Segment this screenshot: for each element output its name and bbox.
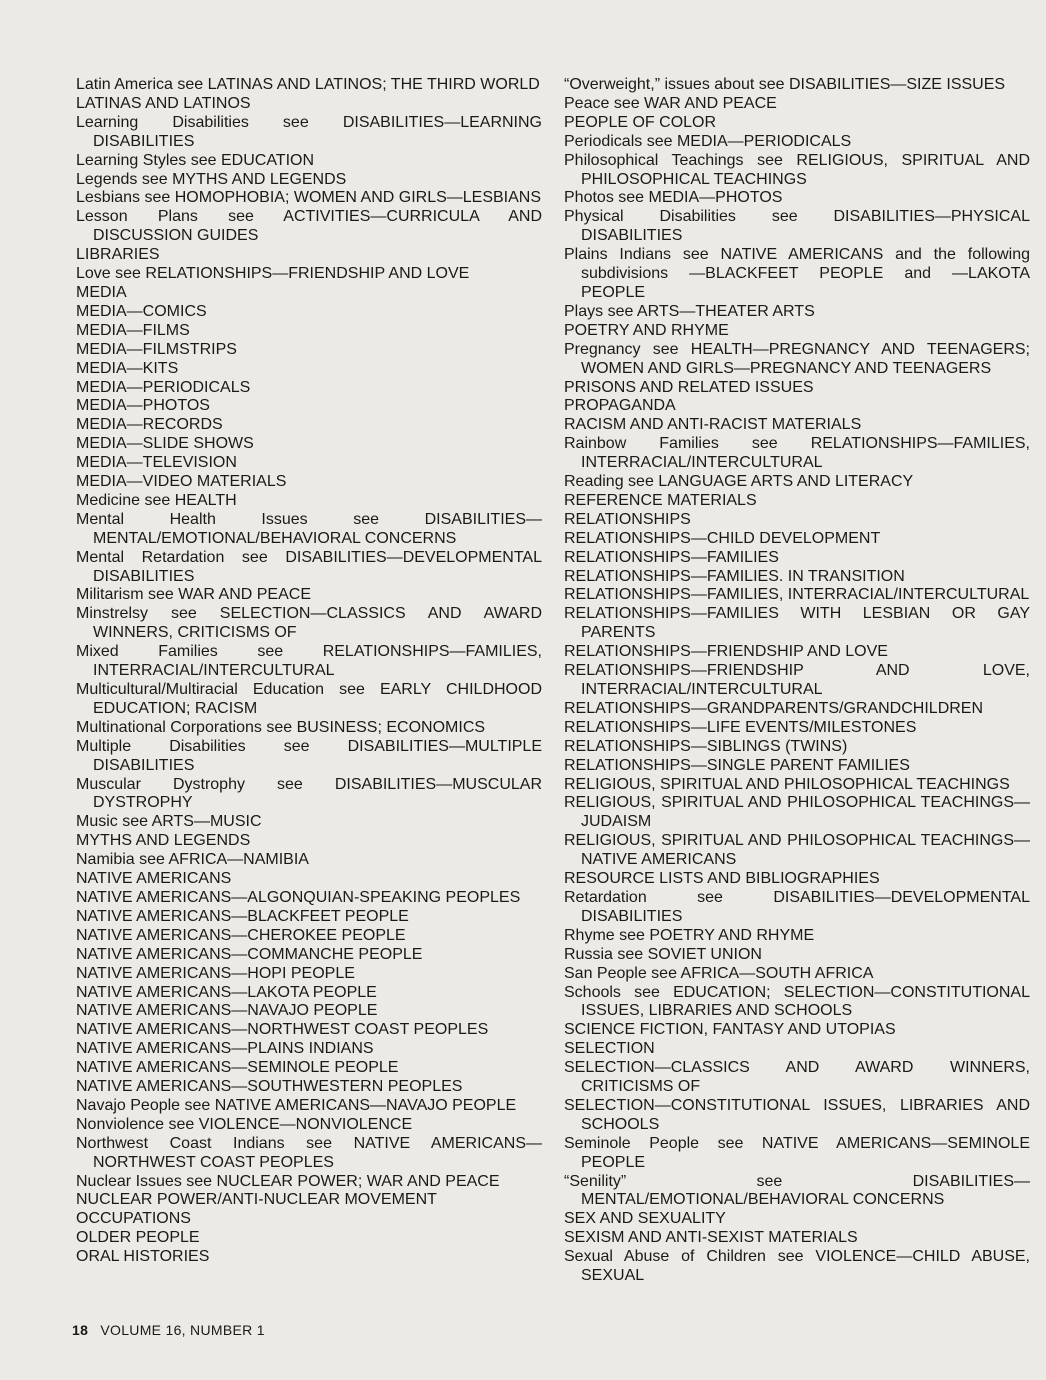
index-entry: Mental Health Issues see DISABILITIES—MENTAL/EMOTIONAL/BEHAVIORAL CONCERNS — [76, 510, 542, 547]
index-entry: Music see ARTS—MUSIC — [76, 813, 262, 831]
index-entry: MYTHS AND LEGENDS — [76, 832, 251, 850]
left-index-column — [76, 76, 542, 1267]
index-entry: RELATIONSHIPS—FAMILIES, INTERRACIAL/INTERCULTURAL — [564, 586, 1030, 604]
index-entry: RELIGIOUS, SPIRITUAL AND PHILOSOPHICAL TEACHINGS—NATIVE AMERICANS — [564, 832, 1030, 869]
index-entry: ORAL HISTORIES — [76, 1248, 210, 1266]
page-number: 18 — [72, 1322, 89, 1338]
index-entry: MEDIA—SLIDE SHOWS — [76, 435, 254, 453]
index-entry: RELATIONSHIPS—SINGLE PARENT FAMILIES — [564, 756, 910, 774]
index-entry: Peace see WAR AND PEACE — [564, 94, 777, 112]
index-entry: RELATIONSHIPS—GRANDPARENTS/GRANDCHILDREN — [564, 699, 984, 717]
index-entry: OCCUPATIONS — [76, 1210, 191, 1228]
index-entry: SELECTION—CONSTITUTIONAL ISSUES, LIBRARIES AND SCHOOLS — [564, 1096, 1030, 1133]
index-entry: Plains Indians see NATIVE AMERICANS and the following subdivisions —BLACKFEET PEOPLE and —LAKOTA PEOPLE — [564, 246, 1030, 301]
index-entry: Lesbians see HOMOPHOBIA; WOMEN AND GIRLS—LESBIANS — [76, 189, 542, 207]
index-entry: PRISONS AND RELATED ISSUES — [564, 378, 814, 396]
index-entry: MEDIA—RECORDS — [76, 416, 223, 434]
index-entry: MEDIA—FILMS — [76, 321, 190, 339]
index-entry: Multiple Disabilities see DISABILITIES—MULTIPLE DISABILITIES — [76, 737, 542, 774]
index-entry: San People see AFRICA—SOUTH AFRICA — [564, 964, 874, 982]
index-entry: Minstrelsy see SELECTION—CLASSICS AND AWARD WINNERS, CRITICISMS OF — [76, 605, 542, 642]
index-entry: NATIVE AMERICANS—NAVAJO PEOPLE — [76, 1002, 378, 1020]
index-entry: MEDIA—KITS — [76, 359, 179, 377]
index-entry: Militarism see WAR AND PEACE — [76, 586, 311, 604]
index-entry: NATIVE AMERICANS—CHEROKEE PEOPLE — [76, 926, 406, 944]
index-entry: RELATIONSHIPS—FRIENDSHIP AND LOVE — [564, 643, 888, 661]
index-entry: POETRY AND RHYME — [564, 321, 729, 339]
index-entry: Navajo People see NATIVE AMERICANS—NAVAJO PEOPLE — [76, 1096, 517, 1114]
index-entry: Multicultural/Multiracial Education see EARLY CHILDHOOD EDUCATION; RACISM — [76, 681, 542, 717]
index-entry: Retardation see DISABILITIES—DEVELOPMENTAL DISABILITIES — [564, 888, 1030, 925]
index-entry: Mixed Families see RELATIONSHIPS—FAMILIES, INTERRACIAL/INTERCULTURAL — [76, 643, 542, 680]
index-entry: Muscular Dystrophy see DISABILITIES—MUSCULAR DYSTROPHY — [76, 775, 542, 812]
index-entry: Latin America see LATINAS AND LATINOS; THE THIRD WORLD — [76, 76, 540, 93]
index-entry: Sexual Abuse of Children see VIOLENCE—CHILD ABUSE, SEXUAL — [564, 1248, 1030, 1285]
index-entry: Periodicals see MEDIA—PERIODICALS — [564, 132, 852, 150]
index-entry: OLDER PEOPLE — [76, 1229, 200, 1247]
index-entry: NATIVE AMERICANS—PLAINS INDIANS — [76, 1040, 374, 1058]
index-entry: “Overweight,” issues about see DISABILITIES—SIZE ISSUES — [564, 76, 1006, 93]
index-entry: RELATIONSHIPS — [564, 510, 691, 528]
index-entry: RELATIONSHIPS—SIBLINGS (TWINS) — [564, 737, 848, 755]
index-entry: SCIENCE FICTION, FANTASY AND UTOPIAS — [564, 1021, 896, 1039]
index-entry: RELIGIOUS, SPIRITUAL AND PHILOSOPHICAL TEACHINGS — [564, 775, 1010, 793]
index-entry: SEX AND SEXUALITY — [564, 1210, 726, 1228]
index-entry: Nonviolence see VIOLENCE—NONVIOLENCE — [76, 1115, 413, 1133]
index-entry: Learning Styles see EDUCATION — [76, 151, 315, 169]
index-entry: RELATIONSHIPS—FAMILIES WITH LESBIAN OR GAY PARENTS — [564, 605, 1030, 642]
index-entry: PROPAGANDA — [564, 397, 676, 415]
index-entry: REFERENCE MATERIALS — [564, 491, 757, 509]
index-entry: Rainbow Families see RELATIONSHIPS—FAMILIES, INTERRACIAL/INTERCULTURAL — [564, 435, 1030, 472]
index-entry: Namibia see AFRICA—NAMIBIA — [76, 851, 309, 869]
index-entry: RESOURCE LISTS AND BIBLIOGRAPHIES — [564, 870, 880, 888]
index-entry: RELATIONSHIPS—LIFE EVENTS/MILESTONES — [564, 718, 917, 736]
index-entry: Rhyme see POETRY AND RHYME — [564, 926, 815, 944]
index-entry: Pregnancy see HEALTH—PREGNANCY AND TEENAGERS; WOMEN AND GIRLS—PREGNANCY AND TEENAGERS — [564, 340, 1030, 377]
index-entry: RELATIONSHIPS—FAMILIES. IN TRANSITION — [564, 567, 905, 585]
index-entry: NATIVE AMERICANS—COMMANCHE PEOPLE — [76, 945, 423, 963]
index-entry: Seminole People see NATIVE AMERICANS—SEMINOLE PEOPLE — [564, 1134, 1030, 1171]
index-entry: MEDIA—PERIODICALS — [76, 378, 251, 396]
index-entry: RELATIONSHIPS—FAMILIES — [564, 548, 779, 566]
index-entry: NATIVE AMERICANS—SOUTHWESTERN PEOPLES — [76, 1078, 463, 1096]
index-entry: Medicine see HEALTH — [76, 491, 237, 509]
index-entry: MEDIA—VIDEO MATERIALS — [76, 473, 287, 491]
index-entry: PEOPLE OF COLOR — [564, 113, 717, 131]
index-entry: Legends see MYTHS AND LEGENDS — [76, 170, 347, 188]
index-entry: NATIVE AMERICANS—NORTHWEST COAST PEOPLES — [76, 1021, 489, 1039]
index-entry: Learning Disabilities see DISABILITIES—LEARNING DISABILITIES — [76, 113, 542, 150]
page-footer — [72, 1322, 265, 1338]
index-entry: NUCLEAR POWER/ANTI-NUCLEAR MOVEMENT — [76, 1191, 437, 1209]
index-entry: Physical Disabilities see DISABILITIES—PHYSICAL DISABILITIES — [564, 208, 1030, 245]
index-entry: Love see RELATIONSHIPS—FRIENDSHIP AND LOVE — [76, 265, 470, 283]
index-entry: MEDIA—PHOTOS — [76, 397, 210, 415]
index-entry: Photos see MEDIA—PHOTOS — [564, 189, 783, 207]
index-entry: Mental Retardation see DISABILITIES—DEVELOPMENTAL DISABILITIES — [76, 548, 542, 585]
index-entry: MEDIA—COMICS — [76, 302, 207, 320]
index-entry: NATIVE AMERICANS—BLACKFEET PEOPLE — [76, 907, 409, 925]
index-entry: “Senility” see DISABILITIES—MENTAL/EMOTIONAL/BEHAVIORAL CONCERNS — [564, 1172, 1030, 1209]
index-entry: Philosophical Teachings see RELIGIOUS, SPIRITUAL AND PHILOSOPHICAL TEACHINGS — [564, 151, 1030, 188]
index-entry: Plays see ARTS—THEATER ARTS — [564, 302, 815, 320]
index-entry: Multinational Corporations see BUSINESS; ECONOMICS — [76, 718, 486, 736]
index-entry: MEDIA—FILMSTRIPS — [76, 340, 237, 358]
index-entry: RACISM AND ANTI-RACIST MATERIALS — [564, 416, 862, 434]
index-entry: RELATIONSHIPS—CHILD DEVELOPMENT — [564, 529, 881, 547]
index-entry: MEDIA — [76, 283, 127, 301]
right-index-column — [564, 76, 1030, 1286]
index-entry: Russia see SOVIET UNION — [564, 945, 762, 963]
index-entry: RELATIONSHIPS—FRIENDSHIP AND LOVE, INTERRACIAL/INTERCULTURAL — [564, 662, 1030, 698]
index-entry: LATINAS AND LATINOS — [76, 94, 251, 112]
index-entry: SELECTION — [564, 1040, 655, 1058]
index-entry: RELIGIOUS, SPIRITUAL AND PHILOSOPHICAL TEACHINGS—JUDAISM — [564, 794, 1030, 831]
index-entry: SELECTION—CLASSICS AND AWARD WINNERS, CRITICISMS OF — [564, 1059, 1030, 1096]
volume-label: VOLUME 16, NUMBER 1 — [100, 1322, 265, 1338]
index-entry: NATIVE AMERICANS—ALGONQUIAN-SPEAKING PEOPLES — [76, 888, 521, 906]
index-entry: Nuclear Issues see NUCLEAR POWER; WAR AND PEACE — [76, 1172, 500, 1190]
index-entry: Northwest Coast Indians see NATIVE AMERICANS—NORTHWEST COAST PEOPLES — [76, 1134, 542, 1171]
index-entry: Schools see EDUCATION; SELECTION—CONSTITUTIONAL ISSUES, LIBRARIES AND SCHOOLS — [564, 983, 1030, 1020]
index-entry: NATIVE AMERICANS—SEMINOLE PEOPLE — [76, 1059, 399, 1077]
index-entry: NATIVE AMERICANS—LAKOTA PEOPLE — [76, 983, 377, 1001]
index-entry: NATIVE AMERICANS—HOPI PEOPLE — [76, 964, 355, 982]
index-entry: NATIVE AMERICANS — [76, 870, 232, 888]
index-entry: Lesson Plans see ACTIVITIES—CURRICULA AND DISCUSSION GUIDES — [76, 208, 542, 245]
index-entry: LIBRARIES — [76, 246, 160, 264]
index-entry: Reading see LANGUAGE ARTS AND LITERACY — [564, 473, 914, 491]
index-entry: MEDIA—TELEVISION — [76, 454, 237, 472]
index-entry: SEXISM AND ANTI-SEXIST MATERIALS — [564, 1229, 858, 1247]
